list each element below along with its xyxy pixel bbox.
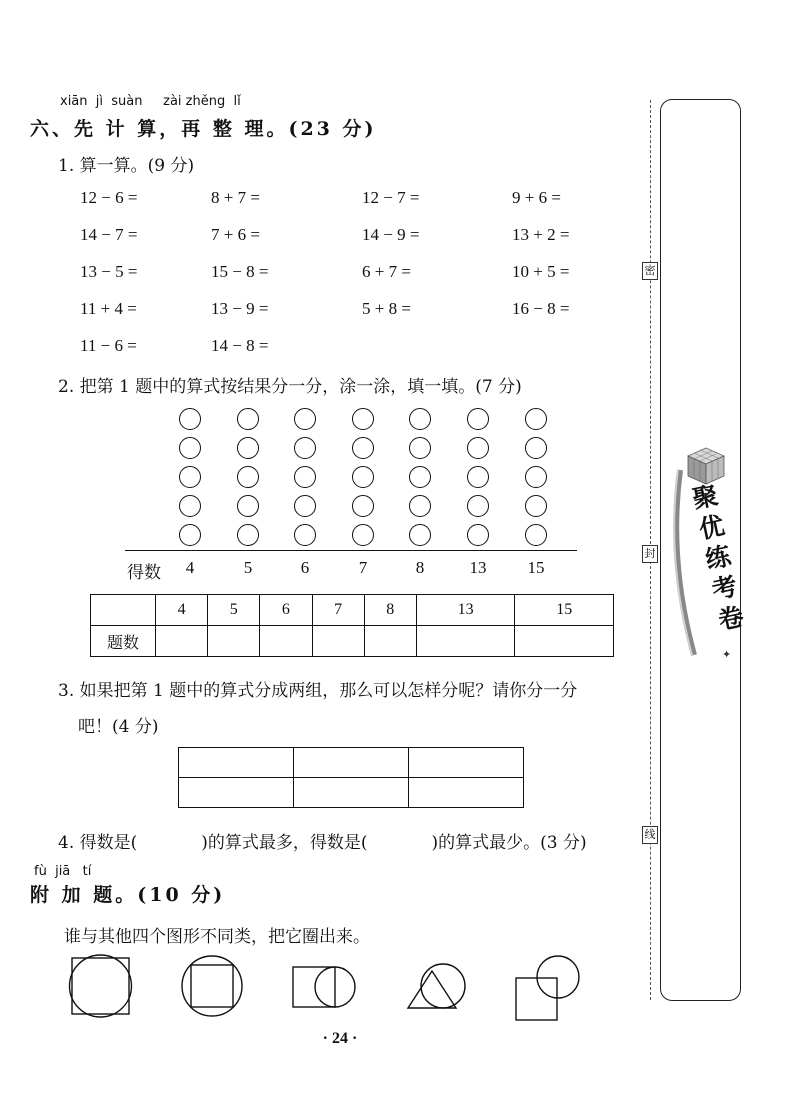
tally-circle[interactable] — [179, 408, 201, 430]
tally-circle[interactable] — [237, 524, 259, 546]
figure-circle-in-square[interactable] — [70, 955, 132, 1017]
grouping-table — [178, 747, 524, 808]
tally-circle[interactable] — [179, 524, 201, 546]
equation: 15 − 8 = — [211, 262, 269, 281]
results-header-cell: 7 — [312, 595, 364, 626]
bonus-instruction: 谁与其他四个图形不同类，把它圈出来。 — [64, 927, 370, 947]
equation: 13 + 2 = — [512, 225, 570, 244]
tally-circle[interactable] — [467, 524, 489, 546]
brand-char: 卷 — [715, 601, 747, 636]
axis-line — [125, 550, 577, 551]
grouping-cell[interactable] — [179, 778, 294, 808]
section6-pinyin: xiān jì suàn zài zhěng lǐ — [60, 94, 241, 109]
tally-circle[interactable] — [409, 495, 431, 517]
tally-circle[interactable] — [179, 437, 201, 459]
grouping-cell[interactable] — [294, 778, 409, 808]
equation: 9 + 6 = — [512, 188, 561, 207]
grouping-row-2 — [179, 778, 524, 808]
grouping-row-1 — [179, 748, 524, 778]
tally-circle[interactable] — [352, 466, 374, 488]
results-count-cell[interactable] — [208, 626, 260, 657]
equation: 12 − 6 = — [80, 188, 138, 207]
tally-circle[interactable] — [525, 466, 547, 488]
results-count-cell[interactable] — [156, 626, 208, 657]
figure-square-and-circle-overlap[interactable] — [516, 956, 579, 1020]
sparkle-icon: ✦ — [722, 648, 732, 661]
equation: 5 + 8 = — [362, 299, 411, 318]
axis-label: 得数 — [127, 563, 161, 583]
tally-circle[interactable] — [352, 495, 374, 517]
equation: 12 − 7 = — [362, 188, 420, 207]
results-count-cell[interactable] — [515, 626, 614, 657]
tally-circle[interactable] — [294, 524, 316, 546]
results-count-cell[interactable] — [416, 626, 515, 657]
tally-circle[interactable] — [294, 437, 316, 459]
equation: 14 − 8 = — [211, 336, 269, 355]
binding-mark-mi: 密 — [642, 262, 658, 280]
bonus-title: 附 加 题。(10 分) — [30, 884, 226, 906]
section6-title: 六、先 计 算，再 整 理。(23 分) — [30, 118, 377, 140]
results-header-row — [91, 595, 614, 626]
grouping-cell[interactable] — [179, 748, 294, 778]
equation: 13 − 5 = — [80, 262, 138, 281]
axis-number: 13 — [469, 558, 487, 577]
axis-number: 4 — [185, 558, 195, 577]
results-corner-cell — [91, 595, 156, 626]
brand-char: 聚 — [689, 480, 721, 514]
equation: 10 + 5 = — [512, 262, 570, 281]
equation: 11 + 4 = — [80, 299, 137, 318]
tally-circle[interactable] — [409, 408, 431, 430]
q4-part1: 4. 得数是( — [58, 833, 138, 853]
tally-circle[interactable] — [467, 437, 489, 459]
grouping-cell[interactable] — [409, 778, 524, 808]
tally-circle[interactable] — [525, 408, 547, 430]
equation: 6 + 7 = — [362, 262, 411, 281]
tally-circle[interactable] — [294, 466, 316, 488]
axis-number: 15 — [527, 558, 545, 577]
tally-circle[interactable] — [237, 495, 259, 517]
results-header-cell: 13 — [416, 595, 515, 626]
q1-label: 1. 算一算。(9 分) — [58, 156, 195, 176]
results-row-label: 题数 — [91, 626, 156, 657]
results-header-cell: 8 — [364, 595, 416, 626]
tally-circle[interactable] — [467, 466, 489, 488]
shape-figures — [60, 950, 600, 1026]
brand-char: 优 — [696, 510, 727, 545]
q3-line1: 3. 如果把第 1 题中的算式分成两组，那么可以怎样分呢？请你分一分 — [58, 681, 578, 701]
brand-char: 考 — [709, 571, 740, 605]
page-number: · 24 · — [322, 1030, 358, 1047]
equation: 11 − 6 = — [80, 336, 137, 355]
tally-circle[interactable] — [525, 437, 547, 459]
equation: 7 + 6 = — [211, 225, 260, 244]
tally-circle[interactable] — [294, 495, 316, 517]
results-header-cell: 5 — [208, 595, 260, 626]
equation: 14 − 7 = — [80, 225, 138, 244]
q4-question — [58, 828, 587, 853]
tally-circle[interactable] — [237, 466, 259, 488]
results-header-cell: 4 — [156, 595, 208, 626]
axis-number: 6 — [300, 558, 310, 577]
grouping-cell[interactable] — [409, 748, 524, 778]
equation: 8 + 7 = — [211, 188, 260, 207]
tally-circle[interactable] — [409, 437, 431, 459]
tally-circle[interactable] — [179, 495, 201, 517]
tally-circle[interactable] — [179, 466, 201, 488]
results-count-cell[interactable] — [312, 626, 364, 657]
tally-circle[interactable] — [525, 495, 547, 517]
equation: 13 − 9 = — [211, 299, 269, 318]
grouping-cell[interactable] — [294, 748, 409, 778]
tally-circle[interactable] — [409, 466, 431, 488]
tally-circle[interactable] — [409, 524, 431, 546]
q2-label: 2. 把第 1 题中的算式按结果分一分，涂一涂，填一填。(7 分) — [58, 377, 522, 397]
equation: 14 − 9 = — [362, 225, 420, 244]
q4-part3: )的算式最少。(3 分) — [431, 833, 587, 853]
binding-mark-xian: 线 — [642, 826, 658, 844]
axis-number: 8 — [415, 558, 425, 577]
figure-triangle-with-circle[interactable] — [408, 964, 465, 1008]
axis-number: 7 — [358, 558, 368, 577]
results-header-cell: 6 — [260, 595, 312, 626]
q3-line2: 吧！(4 分) — [78, 717, 159, 737]
tally-circle[interactable] — [352, 408, 374, 430]
tally-circle[interactable] — [294, 408, 316, 430]
cube-icon — [688, 448, 724, 484]
figure-square-in-circle[interactable] — [182, 956, 242, 1016]
bonus-pinyin: fù jiā tí — [34, 864, 92, 879]
tally-circle[interactable] — [352, 437, 374, 459]
results-count-cell[interactable] — [364, 626, 416, 657]
tally-circle[interactable] — [237, 437, 259, 459]
tally-circle[interactable] — [237, 408, 259, 430]
axis-number: 5 — [243, 558, 253, 577]
results-header-cell: 15 — [515, 595, 614, 626]
equation: 16 − 8 = — [512, 299, 570, 318]
brand-char: 练 — [702, 541, 734, 575]
binding-mark-feng: 封 — [642, 545, 658, 563]
tally-circle[interactable] — [525, 524, 547, 546]
q4-part2: )的算式最多，得数是( — [201, 833, 368, 853]
results-table — [90, 594, 614, 657]
tally-circle[interactable] — [467, 495, 489, 517]
tally-circle[interactable] — [467, 408, 489, 430]
tally-circle[interactable] — [352, 524, 374, 546]
results-count-row — [91, 626, 614, 657]
results-count-cell[interactable] — [260, 626, 312, 657]
figure-square-with-circle[interactable] — [293, 967, 355, 1007]
